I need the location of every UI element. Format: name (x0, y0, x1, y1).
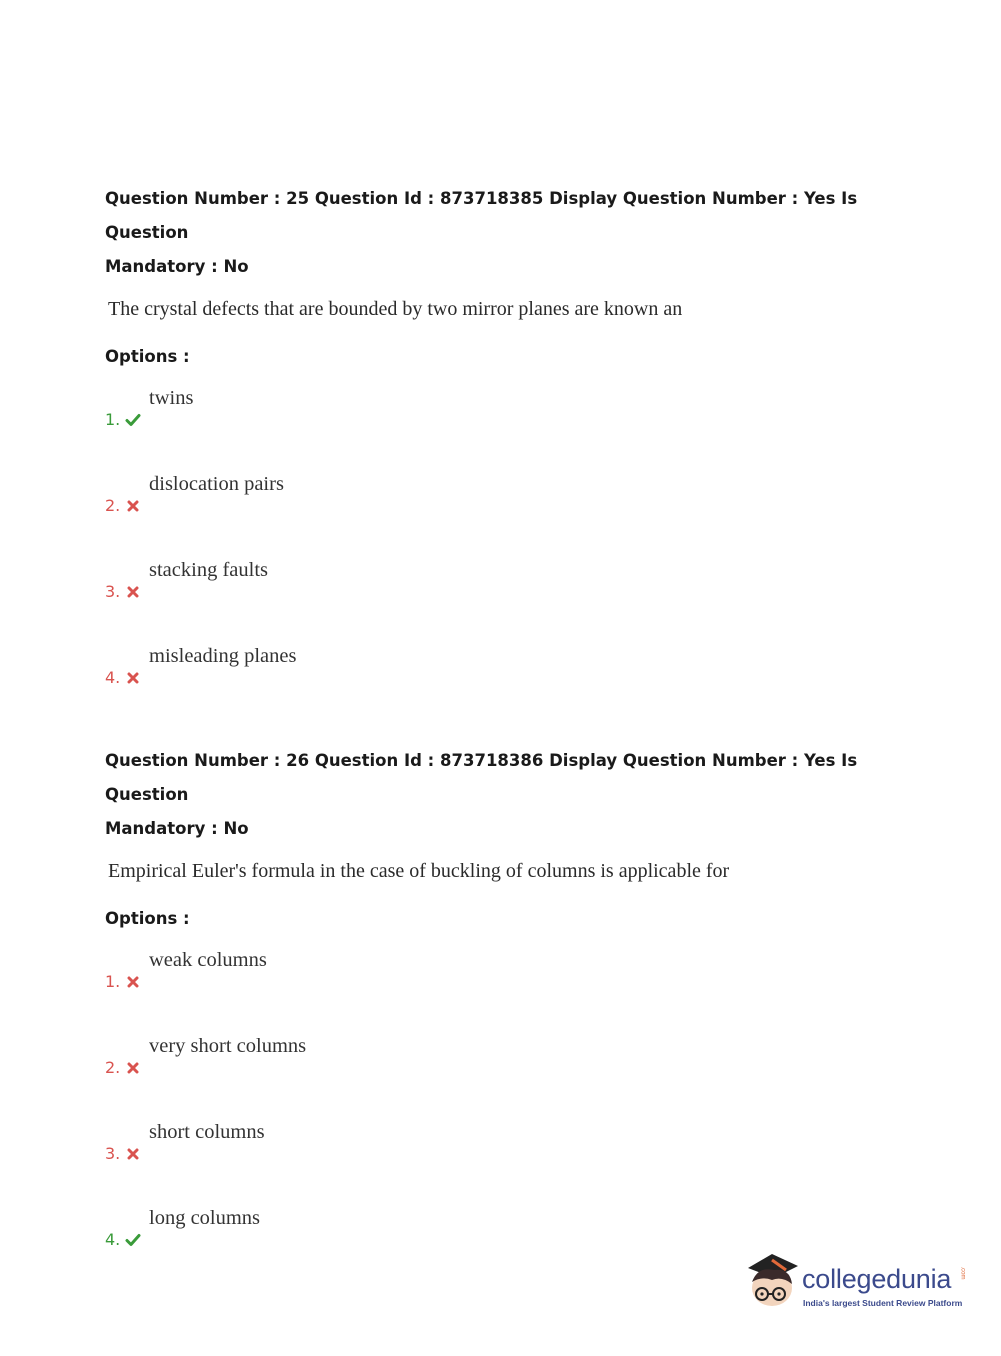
question-block-25 (105, 182, 905, 728)
question-meta-line2: Mandatory : No (105, 257, 249, 276)
option-item (105, 642, 905, 728)
option-number: 4. (105, 668, 121, 687)
collegedunia-logo (742, 1248, 972, 1318)
option-text: very short columns (149, 1035, 307, 1057)
option-text: dislocation pairs (149, 473, 284, 495)
option-text: twins (149, 387, 194, 409)
option-text: short columns (149, 1121, 265, 1143)
option-item (105, 556, 905, 642)
check-icon (125, 412, 141, 428)
option-item (105, 1118, 905, 1204)
logo-wordmark: collegedunia (802, 1264, 952, 1294)
mascot-icon (742, 1248, 802, 1318)
option-number: 2. (105, 496, 121, 515)
option-item (105, 470, 905, 556)
option-text: stacking faults (149, 559, 268, 581)
option-text: long columns (149, 1207, 261, 1229)
options-label: Options : (105, 347, 190, 366)
option-item (105, 384, 905, 470)
option-text: weak columns (149, 949, 267, 971)
option-number: 3. (105, 1144, 121, 1163)
option-number: 1. (105, 410, 121, 429)
option-item (105, 946, 905, 1032)
options-list (105, 946, 905, 1290)
cross-icon (125, 584, 141, 600)
question-meta-line2: Mandatory : No (105, 819, 249, 838)
question-meta-line1: Question Number : 26 Question Id : 873718386 Display Question Number : Yes Is Question (105, 751, 858, 804)
options-label: Options : (105, 909, 190, 928)
question-meta-line1: Question Number : 25 Question Id : 873718385 Display Question Number : Yes Is Question (105, 189, 858, 242)
cross-icon (125, 498, 141, 514)
option-item (105, 1032, 905, 1118)
option-number: 1. (105, 972, 121, 991)
question-stem: The crystal defects that are bounded by two mirror planes are known an (108, 298, 683, 320)
question-block-26 (105, 744, 905, 1290)
question-stem: Empirical Euler's formula in the case of buckling of columns is applicable for (108, 860, 730, 882)
option-number: 3. (105, 582, 121, 601)
option-number: 4. (105, 1230, 121, 1249)
options-list (105, 384, 905, 728)
logo-suffix: .com (959, 1266, 966, 1280)
check-icon (125, 1232, 141, 1248)
cross-icon (125, 1060, 141, 1076)
option-number: 2. (105, 1058, 121, 1077)
option-text: misleading planes (149, 645, 297, 667)
cross-icon (125, 974, 141, 990)
cross-icon (125, 1146, 141, 1162)
logo-tagline: India's largest Student Review Platform (803, 1298, 963, 1308)
cross-icon (125, 670, 141, 686)
